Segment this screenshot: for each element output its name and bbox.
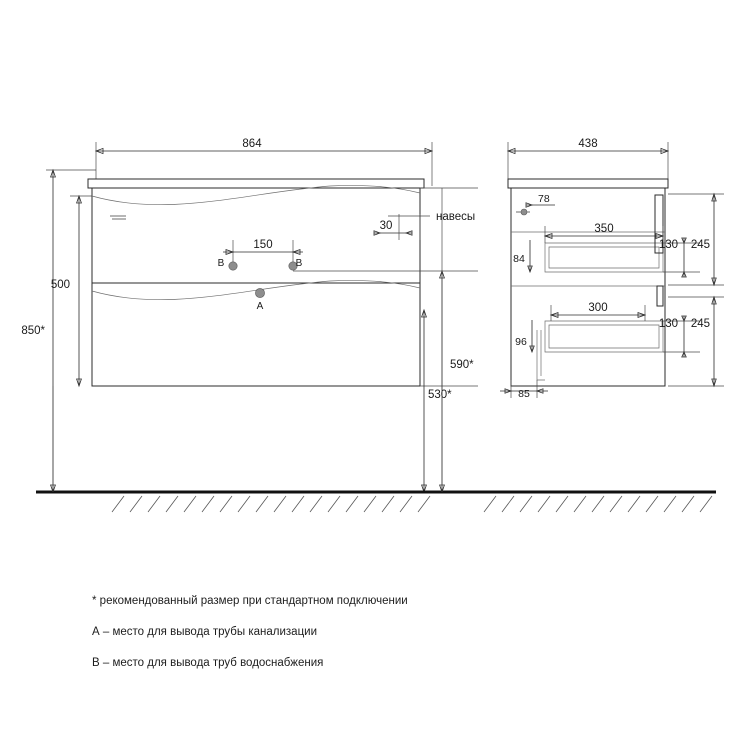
dim-front-width-label: 864 (242, 138, 262, 150)
marker-a (255, 288, 264, 312)
note-recommended-size: * рекомендованный размер при стандартном подключении (92, 595, 408, 607)
dim-front-150-label: 150 (253, 239, 273, 251)
dim-side-84-label: 84 (513, 253, 525, 265)
side-cabinet-body (508, 179, 668, 386)
dim-side-130-upper-label: 130 (658, 239, 678, 251)
callout-hinges-label: навесы (436, 211, 476, 223)
dim-front-500-label: 500 (50, 279, 70, 291)
dim-side-245-lower (668, 297, 724, 386)
marker-b-right-label: B (295, 258, 303, 269)
front-view (21, 138, 478, 492)
front-cabinet-body (88, 179, 424, 386)
legend-notes (92, 594, 652, 671)
dim-side-350-label: 350 (594, 223, 614, 235)
side-view (500, 138, 724, 400)
dim-side-width-label: 438 (578, 138, 598, 150)
dim-front-850-label: 850* (21, 325, 45, 337)
dim-side-245-lower-label: 245 (690, 318, 710, 330)
dim-front-30-label: 30 (379, 220, 393, 232)
dim-side-78-label: 78 (538, 193, 550, 205)
dim-side-96-label: 96 (515, 336, 527, 348)
dim-side-300-label: 300 (588, 302, 608, 314)
dim-front-590-label: 590* (450, 359, 474, 371)
dim-side-width (508, 138, 668, 180)
dim-side-245-upper-label: 245 (690, 239, 710, 251)
dim-front-850 (21, 170, 96, 492)
marker-a-label: A (256, 301, 264, 312)
note-marker-a: А – место для вывода трубы канализации (92, 626, 318, 638)
dim-side-130-lower-label: 130 (658, 318, 678, 330)
dim-front-530-label: 530* (428, 389, 452, 401)
dim-front-590 (440, 271, 475, 492)
dim-front-530 (422, 310, 453, 492)
marker-b-left-label: B (217, 258, 225, 269)
note-marker-b: В – место для вывода труб водоснабжения (92, 657, 324, 669)
dim-front-500 (51, 196, 92, 386)
dim-side-85-label: 85 (518, 388, 530, 400)
